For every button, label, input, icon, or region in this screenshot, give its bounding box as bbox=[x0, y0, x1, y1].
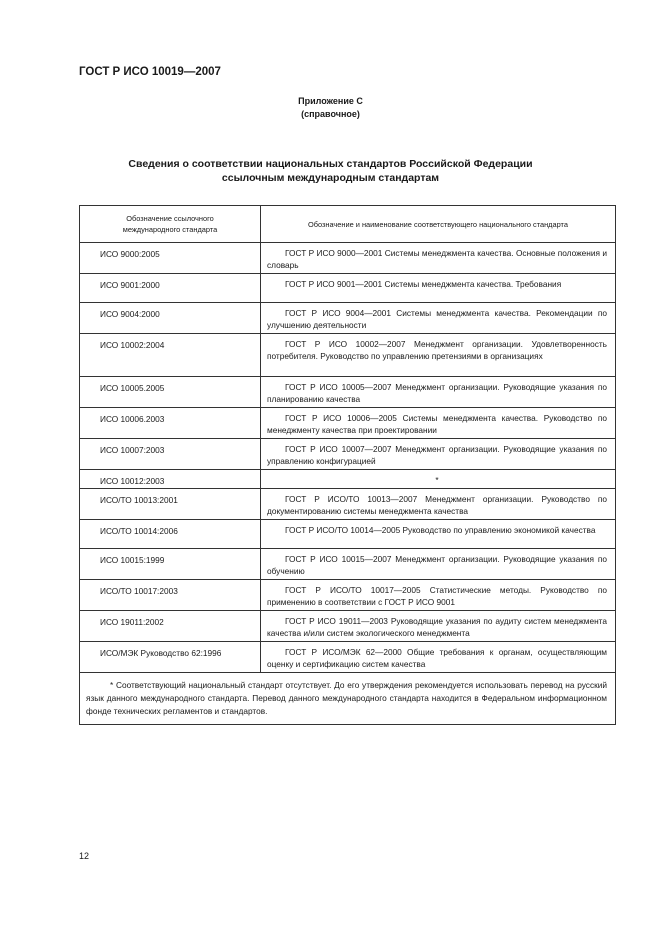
national-standard-cell: ГОСТ Р ИСО 19011—2003 Руководящие указания по аудиту систем менеджмента качества и/или систем экологического менеджмента bbox=[261, 611, 616, 642]
ref-standard-cell: ИСО 10012:2003 bbox=[80, 470, 261, 489]
table-row bbox=[80, 377, 616, 408]
page-number: 12 bbox=[79, 851, 90, 861]
footnote-row bbox=[80, 673, 616, 725]
national-standard-cell: ГОСТ Р ИСО 9001—2001 Системы менеджмента качества. Требования bbox=[261, 274, 616, 303]
ref-standard-cell: ИСО/ТО 10014:2006 bbox=[80, 520, 261, 549]
national-standard-cell: ГОСТ Р ИСО 9004—2001 Системы менеджмента качества. Рекомендации по улучшению деятельности bbox=[261, 303, 616, 334]
national-standard-cell: ГОСТ Р ИСО 10007—2007 Менеджмент организации. Руководящие указания по управлению конфигурацией bbox=[261, 439, 616, 470]
ref-standard-cell: ИСО 10005.2005 bbox=[80, 377, 261, 408]
ref-standard-cell: ИСО 9001:2000 bbox=[80, 274, 261, 303]
ref-standard-cell: ИСО 9000:2005 bbox=[80, 243, 261, 274]
national-standard-cell: ГОСТ Р ИСО/ТО 10013—2007 Менеджмент организации. Руководство по документированию системы менеджмента качества bbox=[261, 489, 616, 520]
table-row bbox=[80, 274, 616, 303]
table-row bbox=[80, 489, 616, 520]
national-standard-cell: ГОСТ Р ИСО 10005—2007 Менеджмент организации. Руководящие указания по планированию качества bbox=[261, 377, 616, 408]
table-row bbox=[80, 520, 616, 549]
national-standard-cell: ГОСТ Р ИСО 10002—2007 Менеджмент организации. Удовлетворенность потребителя. Руководство по управлению претензиями в организациях bbox=[261, 334, 616, 377]
table-row bbox=[80, 408, 616, 439]
appendix-name: Приложение С bbox=[298, 96, 363, 106]
table-row bbox=[80, 243, 616, 274]
ref-standard-cell: ИСО/ТО 10017:2003 bbox=[80, 580, 261, 611]
table-row bbox=[80, 439, 616, 470]
document-id: ГОСТ Р ИСО 10019—2007 bbox=[79, 66, 221, 78]
table-row bbox=[80, 303, 616, 334]
national-standard-cell: ГОСТ Р ИСО/МЭК 62—2000 Общие требования к органам, осуществляющим оценку и сертификацию систем качества bbox=[261, 642, 616, 673]
table-row bbox=[80, 642, 616, 673]
standards-table bbox=[79, 205, 616, 725]
section-title bbox=[0, 157, 661, 185]
table-row bbox=[80, 611, 616, 642]
section-title-line-2: ссылочным международным стандартам bbox=[221, 172, 440, 184]
ref-standard-cell: ИСО 9004:2000 bbox=[80, 303, 261, 334]
ref-standard-cell: ИСО 10006.2003 bbox=[80, 408, 261, 439]
national-standard-cell: ГОСТ Р ИСО 9000—2001 Системы менеджмента качества. Основные положения и словарь bbox=[261, 243, 616, 274]
ref-standard-cell: ИСО 19011:2002 bbox=[80, 611, 261, 642]
national-standard-cell: ГОСТ Р ИСО 10006—2005 Системы менеджмента качества. Руководство по менеджменту качества при проектировании bbox=[261, 408, 616, 439]
header-national-standard: Обозначение и наименование соответствующего национального стандарта bbox=[261, 206, 616, 243]
standards-table-container bbox=[79, 205, 615, 725]
section-title-line-1: Сведения о соответствии национальных стандартов Российской Федерации bbox=[128, 158, 533, 170]
appendix-type: (справочное) bbox=[301, 109, 360, 119]
table-row bbox=[80, 334, 616, 377]
appendix-heading bbox=[0, 95, 661, 121]
table-header-row bbox=[80, 206, 616, 243]
ref-standard-cell: ИСО 10002:2004 bbox=[80, 334, 261, 377]
ref-standard-cell: ИСО/МЭК Руководство 62:1996 bbox=[80, 642, 261, 673]
national-standard-cell: * bbox=[261, 470, 616, 489]
table-row bbox=[80, 549, 616, 580]
header-ref-standard: Обозначение ссылочного международного стандарта bbox=[80, 206, 261, 243]
table-row bbox=[80, 580, 616, 611]
table-row bbox=[80, 470, 616, 489]
national-standard-cell: ГОСТ Р ИСО 10015—2007 Менеджмент организации. Руководящие указания по обучению bbox=[261, 549, 616, 580]
national-standard-cell: ГОСТ Р ИСО/ТО 10017—2005 Статистические методы. Руководство по применению в соответствии с ГОСТ Р ИСО 9001 bbox=[261, 580, 616, 611]
ref-standard-cell: ИСО 10007:2003 bbox=[80, 439, 261, 470]
ref-standard-cell: ИСО/ТО 10013:2001 bbox=[80, 489, 261, 520]
ref-standard-cell: ИСО 10015:1999 bbox=[80, 549, 261, 580]
national-standard-cell: ГОСТ Р ИСО/ТО 10014—2005 Руководство по управлению экономикой качества bbox=[261, 520, 616, 549]
table-footnote: * Соответствующий национальный стандарт отсутствует. До его утверждения рекомендуется использовать перевод на русский язык данного международного стандарта. Перевод данного международного стандарта находится в Федеральном информационном фонде технических регламентов и стандартов. bbox=[80, 673, 616, 725]
